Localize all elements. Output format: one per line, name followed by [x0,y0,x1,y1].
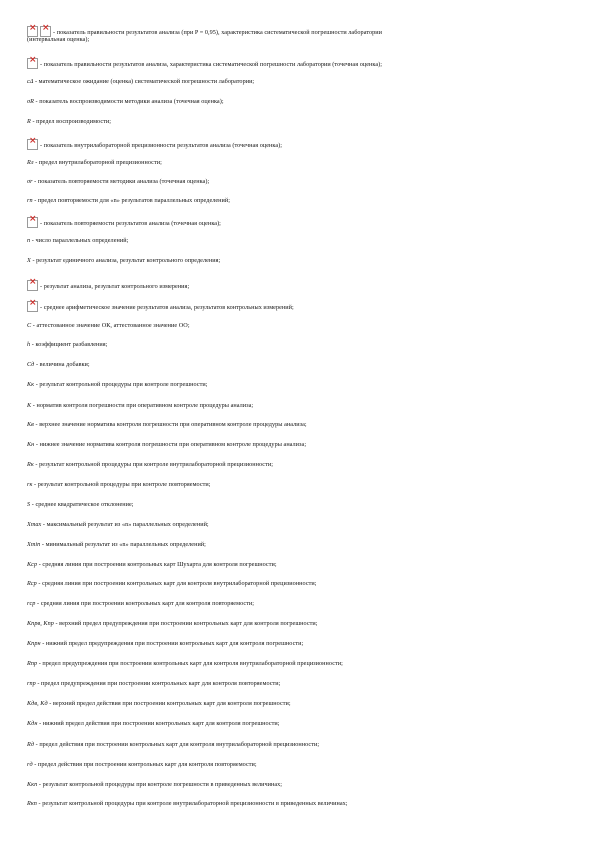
definition-line [27,541,575,549]
symbol: Rк [27,461,36,468]
definition-text: - средняя линия при построении контрольных карт для контроля внутрилабораторной прецизионности; [38,580,317,587]
symbol: Кк [27,381,36,388]
symbol: Kкп [27,781,39,788]
definition-line [27,741,575,749]
definition-line [27,178,575,186]
definition-text: - предел действия при построении контрольных карт для контроля внутрилабораторной прецизионности; [35,741,320,748]
definition-text: - результат анализа, результат контрольного измерения; [40,283,190,290]
definition-line [27,257,575,265]
symbol: σR [27,98,36,105]
broken-image-icon [27,280,38,291]
symbol: Сд [27,361,36,368]
definition-line [27,381,575,389]
definition-text: - верхний предел действия при построении контрольных карт для контроля погрешности; [49,700,291,707]
definition-line [27,322,575,330]
definition-text: - результат контрольной процедуры при контроле внутрилабораторной прецизионности; [35,461,273,468]
definition-line [27,561,575,569]
definition-text: - нижний предел действия при построении контрольных карт для контроля погрешности; [39,720,280,727]
definition-text: - минимальный результат из «n» параллельных определений; [41,541,206,548]
symbol: Rпр [27,660,39,667]
definition-line [27,521,575,529]
definition-text: - показатель повторяемости методики анализа (точечная оценка); [34,178,210,185]
symbol: Rл [27,159,36,166]
definition-text: - максимальный результат из «n» параллельных определений; [42,521,209,528]
definition-text: - математическое ожидание (оценка) систематической погрешности лаборатории; [34,78,255,85]
broken-image-icon [27,217,38,228]
symbol: rn [27,197,35,204]
definition-text: - среднее арифметическое значение результатов анализа, результатов контрольных измерений; [40,304,294,311]
definition-line [27,620,575,628]
definition-line [27,301,575,312]
symbol: С [27,322,33,329]
definition-line [27,600,575,608]
definition-text: - верхний предел предупреждения при построении контрольных карт для контроля погрешности; [55,620,318,627]
definition-line [27,660,575,668]
definition-line [27,58,575,69]
definition-text: - показатель правильности результатов анализа, характеристика систематической погрешности лаборатории (точечная оценка); [40,61,382,68]
symbol: rср [27,600,37,607]
symbol: S [27,501,32,508]
definition-text: - нижнее значение норматива контроля погрешности при оперативном контроле процедуры анализа; [35,441,307,448]
definition-line [27,461,575,469]
symbol: К [27,402,33,409]
definition-line [27,700,575,708]
definition-continuation: (интервальная оценка); [27,36,90,43]
definition-text: - коэффициент разбавления; [31,341,108,348]
symbol: n [27,237,32,244]
definition-text: - предел воспроизводимости; [32,118,112,125]
symbol: X [27,257,33,264]
definition-text: - среднее квадратическое отклонение; [31,501,134,508]
definition-text: - результат контрольной процедуры при контроле погрешности в приведенных величинах; [38,781,283,788]
definition-text: - число параллельных определений; [31,237,129,244]
symbol: Kдв, Kд [27,700,50,707]
symbol: rпр [27,680,38,687]
definition-line [27,402,575,410]
symbol: σr [27,178,35,185]
definition-text: - показатель внутрилабораторной прецизионности результатов анализа (точечная оценка); [40,142,283,149]
definition-line [27,761,575,769]
symbol: Kдн [27,720,40,727]
definition-text: - аттестованное значение ОК, аттестованное значение ОО; [32,322,190,329]
definition-line [27,280,575,291]
definition-line [27,237,575,245]
broken-image-icon [27,301,38,312]
definition-line [27,217,575,228]
definition-line [27,680,575,688]
definition-text: - результат контрольной процедуры при контроле повторяемости; [34,481,211,488]
symbol: Кв [27,421,36,428]
definition-text: - средняя линия при построении контрольных карт для контроля повторяемости; [37,600,255,607]
definition-text: - предел действия при построении контрольных карт для контроля повторяемости; [34,761,257,768]
definition-line [27,78,575,86]
definition-text: - средняя линия при построении контрольных карт Шухарта для контроля погрешности; [38,561,277,568]
symbol: rк [27,481,34,488]
broken-image-icon [27,139,38,150]
definition-line [27,341,575,349]
definition-text: - показатель воспроизводимости методики анализа (точечная оценка); [35,98,224,105]
symbol: Rд [27,741,36,748]
definition-line [27,481,575,489]
definition-line [27,640,575,648]
symbol: cΔ [27,78,35,85]
definition-text: - показатель повторяемости результатов анализа (точечная оценка); [40,220,221,227]
definition-line [27,139,575,150]
definition-text: - результат контрольной процедуры при контроле погрешности; [35,381,208,388]
definition-line [27,800,575,808]
definition-text: - показатель правильности результатов анализа (при P = 0,95), характеристика систематической погрешности лаборатории [53,29,383,36]
symbol: Кн [27,441,36,448]
definition-line [27,781,575,789]
definition-text: - результат контрольной процедуры при контроле внутрилабораторной прецизионности в приведенных величинах; [38,800,348,807]
definition-line [27,98,575,106]
definition-line [27,421,575,429]
symbol: Xmin [27,541,42,548]
definition-text: - величина добавки; [35,361,90,368]
broken-image-icon [27,58,38,69]
definition-line [27,159,575,167]
definition-line [27,501,575,509]
symbol: Xmax [27,521,43,528]
symbol: Kср [27,561,39,568]
definition-line [27,441,575,449]
definition-text: - результат единичного анализа, результат контрольного определения; [32,257,221,264]
definition-text: - верхнее значение норматива контроля погрешности при оперативном контроле процедуры анализа; [35,421,307,428]
definition-text: - норматив контроля погрешности при оперативном контроле процедуры анализа; [32,402,254,409]
definition-line [27,580,575,588]
symbol: rд [27,761,35,768]
symbol: Kпрн [27,640,43,647]
symbol: h [27,341,32,348]
definition-line [27,720,575,728]
definition-text: - предел предупреждения при построении контрольных карт для контроля повторяемости; [37,680,281,687]
symbol: R [27,118,33,125]
symbol: Rср [27,580,39,587]
symbol: Rкп [27,800,39,807]
definition-line [27,118,575,126]
definition-text: - предел повторяемости для «n» результатов параллельных определений; [34,197,231,204]
definition-line [27,197,575,205]
definition-line [27,361,575,369]
definition-text: - нижний предел предупреждения при построении контрольных карт для контроля погрешности; [42,640,304,647]
symbol: Kпрв, Kпр [27,620,56,627]
definition-text: - предел предупреждения при построении контрольных карт для контроля внутрилабораторной прецизионности; [38,660,343,667]
definition-text: - предел внутрилабораторной прецизионности; [35,159,162,166]
